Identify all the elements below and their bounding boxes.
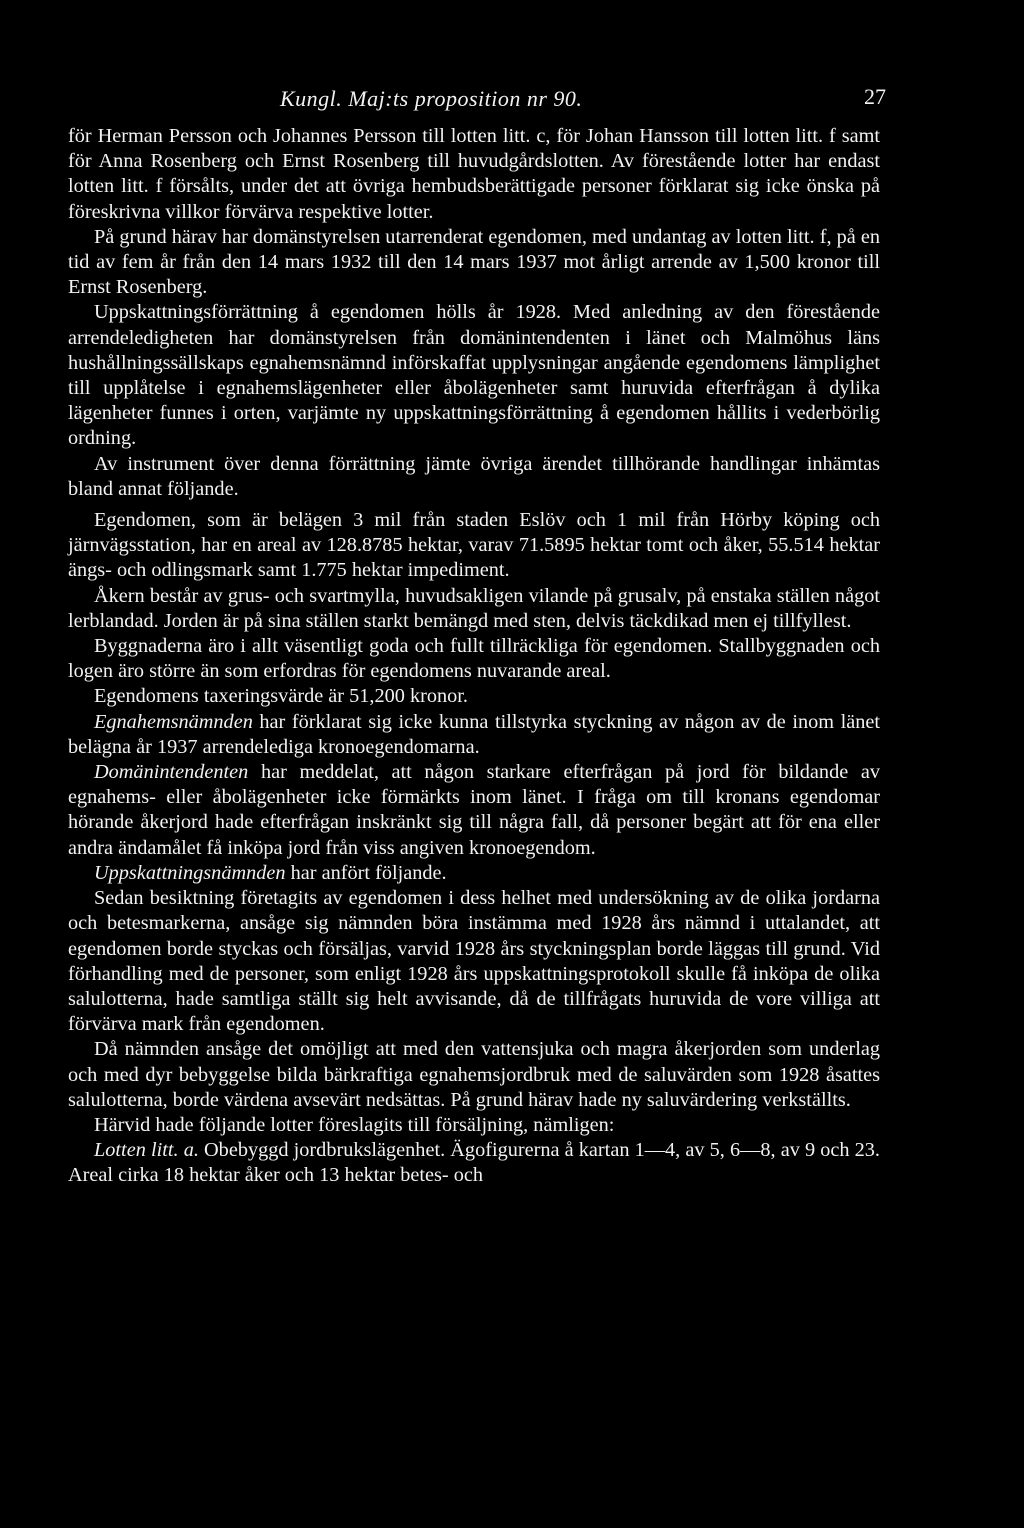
paragraph-text: Egendomens taxeringsvärde är 51,200 kronor. bbox=[94, 685, 468, 708]
paragraph-text: för Herman Persson och Johannes Persson till lotten litt. c, för Johan Hansson till lotten litt. f samt för Anna Rosenberg och Ernst Rosenberg till huvudgårdslotten. Av förestående lotter har endast lotten litt. f försålts, under det att övriga hembudsberättigade personer förklarat sig icke önska på föreskrivna villkor förvärva respektive lotter. bbox=[68, 125, 880, 223]
page-header bbox=[68, 84, 886, 122]
paragraph-text: har förklarat sig icke kunna tillstyrka styckning av någon av de inom länet belägna år 1937 arrendelediga kronoegendomarna. bbox=[68, 710, 880, 758]
paragraph-text: har meddelat, att någon starkare efterfrågan på jord för bildande av egnahems- eller åbolägenheter icke förmärkts inom länet. I fråga om till kronans egendomar hörande åkerjord hade efterfrågan inskränkt sig till några fall, då personer begärt att för ena eller andra ändamålet få inköpa jord från viss angiven kronoegendom. bbox=[68, 761, 880, 859]
paragraph-text: har anfört följande. bbox=[285, 861, 447, 884]
paragraph-text: Av instrument över denna förrättning jämte övriga ärendet tillhörande handlingar inhämtas bland annat följande. bbox=[68, 452, 880, 500]
paragraph-10 bbox=[68, 760, 880, 861]
paragraph-lead: Egnahemsnämnden bbox=[94, 710, 253, 733]
paragraph-14 bbox=[68, 1113, 880, 1138]
paragraph-4 bbox=[68, 452, 880, 502]
paragraph-12 bbox=[68, 886, 880, 1037]
paragraph-text: Åkern består av grus- och svartmylla, huvudsakligen vilande på grusalv, på enstaka ställen något lerblandad. Jorden är på sina ställen starkt bemängd med sten, delvis täckdikad men ej tillfyllest. bbox=[68, 584, 880, 632]
paragraph-13 bbox=[68, 1037, 880, 1113]
paragraph-1 bbox=[68, 124, 880, 225]
page-number: 27 bbox=[864, 84, 886, 109]
paragraph-text: Obebyggd jordbrukslägenhet. Ägofigurerna å kartan 1—4, av 5, 6—8, av 9 och 23. Areal cirka 18 hektar åker och 13 hektar betes- och bbox=[68, 1139, 880, 1187]
paragraph-text: Byggnaderna äro i allt väsentligt goda och fullt tillräckliga för egendomen. Stallbyggnaden och logen äro större än som erfordras för egendomens nuvarande areal. bbox=[68, 635, 880, 683]
paragraph-15 bbox=[68, 1138, 880, 1188]
paragraph-text: Egendomen, som är belägen 3 mil från staden Eslöv och 1 mil från Hörby köping och järnvägsstation, har en areal av 128.8785 hektar, varav 71.5895 hektar tomt och åker, 55.514 hektar ängs- och odlingsmark samt 1.775 hektar impediment. bbox=[68, 509, 880, 582]
paragraph-text: Då nämnden ansåge det omöjligt att med den vattensjuka och magra åkerjorden som underlag och med dyr bebyggelse bilda bärkraftiga egnahemsjordbruk med de saluvärden som 1928 åsattes salulotterna, borde värdena avsevärt nedsättas. På grund härav hade ny saluvärdering verkställts. bbox=[68, 1038, 880, 1111]
body-text bbox=[68, 124, 880, 1189]
running-title: Kungl. Maj:ts proposition nr 90. bbox=[280, 86, 583, 111]
paragraph-5 bbox=[68, 508, 880, 584]
paragraph-text: Uppskattningsförrättning å egendomen hölls år 1928. Med anledning av den förestående arrendeledigheten har domänstyrelsen från domänintendenten i länet och Malmöhus läns hushållningssällskaps egnahemsnämnd införskaffat upplysningar angående egendomens lämplighet till upplåtelse i egnahemslägenheter eller åbolägenheter samt huruvida efterfrågan å dylika lägenheter funnes i orten, varjämte ny uppskattningsförrättning å egendomen hållits i vederbörlig ordning. bbox=[68, 301, 880, 450]
paragraph-text: På grund härav har domänstyrelsen utarrenderat egendomen, med undantag av lotten litt. f, på en tid av fem år från den 14 mars 1932 till den 14 mars 1937 mot årligt arrende av 1,500 kronor till Ernst Rosenberg. bbox=[68, 225, 880, 299]
paragraph-11 bbox=[68, 861, 880, 886]
paragraph-8 bbox=[68, 684, 880, 709]
paragraph-3 bbox=[68, 300, 880, 451]
paragraph-text: Sedan besiktning företagits av egendomen i dess helhet med undersökning av de olika jordarna och betesmarkerna, ansåge sig nämnden böra instämma med 1928 års nämnd i uttalandet, att egendomen borde styckas och försäljas, varvid 1928 års styckningsplan borde läggas till grund. Vid förhandling med de personer, som enligt 1928 års uppskattningsprotokoll skulle få inköpa de olika salulotterna, hade samtliga ställt sig helt avvisande, då de tillfrågats huruvida de vore villiga att förvärva mark från egendomen. bbox=[68, 887, 880, 1036]
paragraph-lead: Lotten litt. a. bbox=[94, 1139, 199, 1162]
paragraph-text: Härvid hade följande lotter föreslagits till försäljning, nämligen: bbox=[94, 1113, 615, 1136]
paragraph-lead: Domänintendenten bbox=[94, 761, 249, 784]
paragraph-6 bbox=[68, 584, 880, 634]
paragraph-2 bbox=[68, 225, 880, 301]
paragraph-lead: Uppskattningsnämnden bbox=[94, 861, 286, 884]
paragraph-9 bbox=[68, 710, 880, 760]
paragraph-7 bbox=[68, 634, 880, 684]
document-page bbox=[68, 84, 886, 1189]
